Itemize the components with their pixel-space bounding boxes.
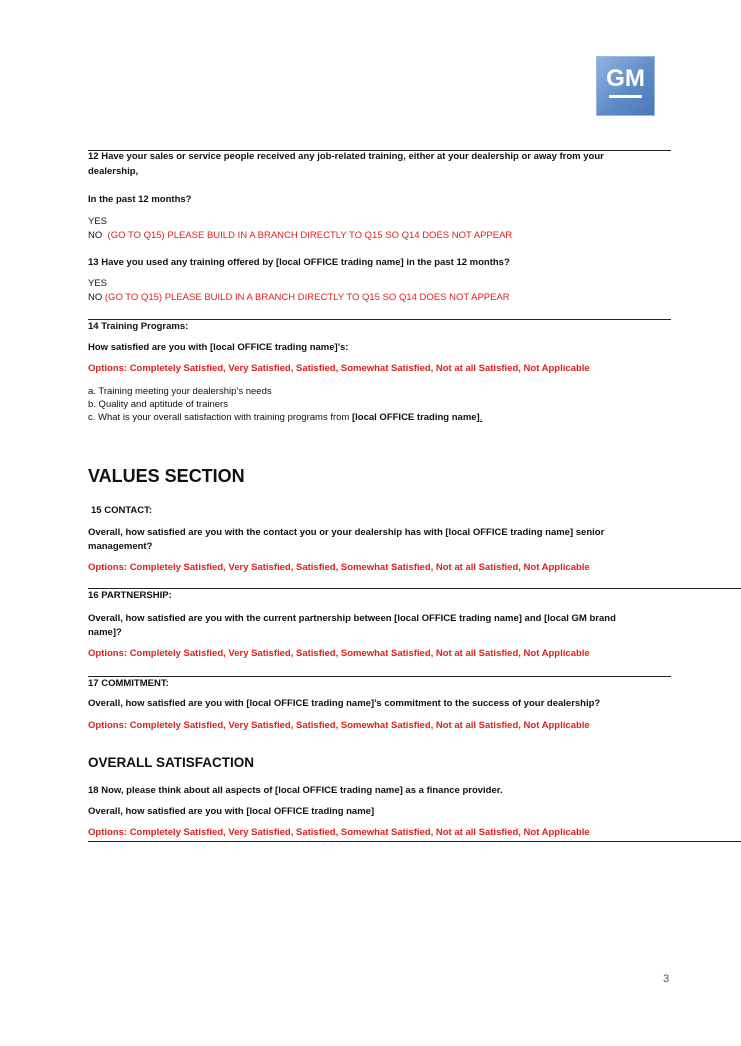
gm-logo-text: GM	[606, 65, 645, 92]
q12-no: NO	[88, 230, 103, 241]
q12-question-cont: dealership,	[88, 166, 139, 177]
q17-options: Options: Completely Satisfied, Very Satisfied, Satisfied, Somewhat Satisfied, Not at all Satisfied, Not Applicable	[88, 720, 590, 731]
q14-item-a: a. Training meeting your dealership’s needs	[88, 386, 272, 397]
q14-item-b: b. Quality and aptitude of trainers	[88, 399, 228, 410]
page-number: 3	[663, 973, 670, 985]
values-section-heading: VALUES SECTION	[88, 466, 245, 486]
q17-question: Overall, how satisfied are you with [local OFFICE trading name]’s commitment to the success of your dealership?	[88, 698, 601, 709]
q15-options: Options: Completely Satisfied, Very Satisfied, Satisfied, Somewhat Satisfied, Not at all Satisfied, Not Applicable	[88, 562, 590, 573]
q13-no-row	[88, 292, 510, 304]
q15-question-cont: management?	[88, 541, 153, 552]
q14-question: How satisfied are you with [local OFFICE trading name]’s:	[88, 342, 349, 353]
q16-options: Options: Completely Satisfied, Very Satisfied, Satisfied, Somewhat Satisfied, Not at all Satisfied, Not Applicable	[88, 648, 590, 659]
overall-satisfaction-heading: OVERALL SATISFACTION	[88, 755, 255, 770]
q17-title: 17 COMMITMENT:	[88, 678, 169, 689]
q13-question: 13 Have you used any training offered by [local OFFICE trading name] in the past 12 months?	[88, 257, 510, 268]
divider-q18-end	[88, 841, 741, 842]
q16-question: Overall, how satisfied are you with the current partnership between [local OFFICE trading name] and [local GM brand	[88, 613, 616, 624]
q14-item-c-text: c. What is your overall satisfaction with training programs from	[88, 412, 352, 423]
q15-question: Overall, how satisfied are you with the contact you or your dealership has with [local OFFICE trading name] senior	[88, 527, 605, 538]
q14-item-c-end: .	[479, 412, 483, 423]
q12-no-row	[88, 230, 512, 242]
q18-question: 18 Now, please think about all aspects of [local OFFICE trading name] as a finance provider.	[88, 785, 503, 796]
q18-options: Options: Completely Satisfied, Very Satisfied, Satisfied, Somewhat Satisfied, Not at all Satisfied, Not Applicable	[88, 827, 590, 838]
q15-title: 15 CONTACT:	[91, 505, 153, 516]
q12-subquestion: In the past 12 months?	[88, 194, 192, 205]
q12-question: 12 Have your sales or service people received any job-related training, either at your dealership or away from your	[88, 151, 604, 162]
q16-title: 16 PARTNERSHIP:	[88, 590, 172, 601]
q16-question-cont: name]?	[88, 627, 122, 638]
divider-q16	[88, 588, 741, 589]
q18-subquestion: Overall, how satisfied are you with [local OFFICE trading name]	[88, 806, 375, 817]
q13-no: NO	[88, 292, 103, 303]
gm-logo	[596, 56, 655, 116]
gm-logo-underline	[609, 95, 642, 98]
q14-item-c-office: [local OFFICE trading name]	[351, 412, 480, 423]
q13-yes: YES	[88, 278, 108, 289]
q12-branch-note: (GO TO Q15) PLEASE BUILD IN A BRANCH DIRECTLY TO Q15 SO Q14 DOES NOT APPEAR	[107, 230, 513, 241]
divider-q17	[88, 676, 671, 677]
q12-yes: YES	[88, 216, 108, 227]
divider-q14	[88, 319, 671, 320]
q14-item-c	[88, 412, 482, 424]
q13-branch-note: (GO TO Q15) PLEASE BUILD IN A BRANCH DIRECTLY TO Q15 SO Q14 DOES NOT APPEAR	[104, 292, 510, 303]
q14-options: Options: Completely Satisfied, Very Satisfied, Satisfied, Somewhat Satisfied, Not at all Satisfied, Not Applicable	[88, 363, 590, 374]
q14-title: 14 Training Programs:	[88, 321, 189, 332]
